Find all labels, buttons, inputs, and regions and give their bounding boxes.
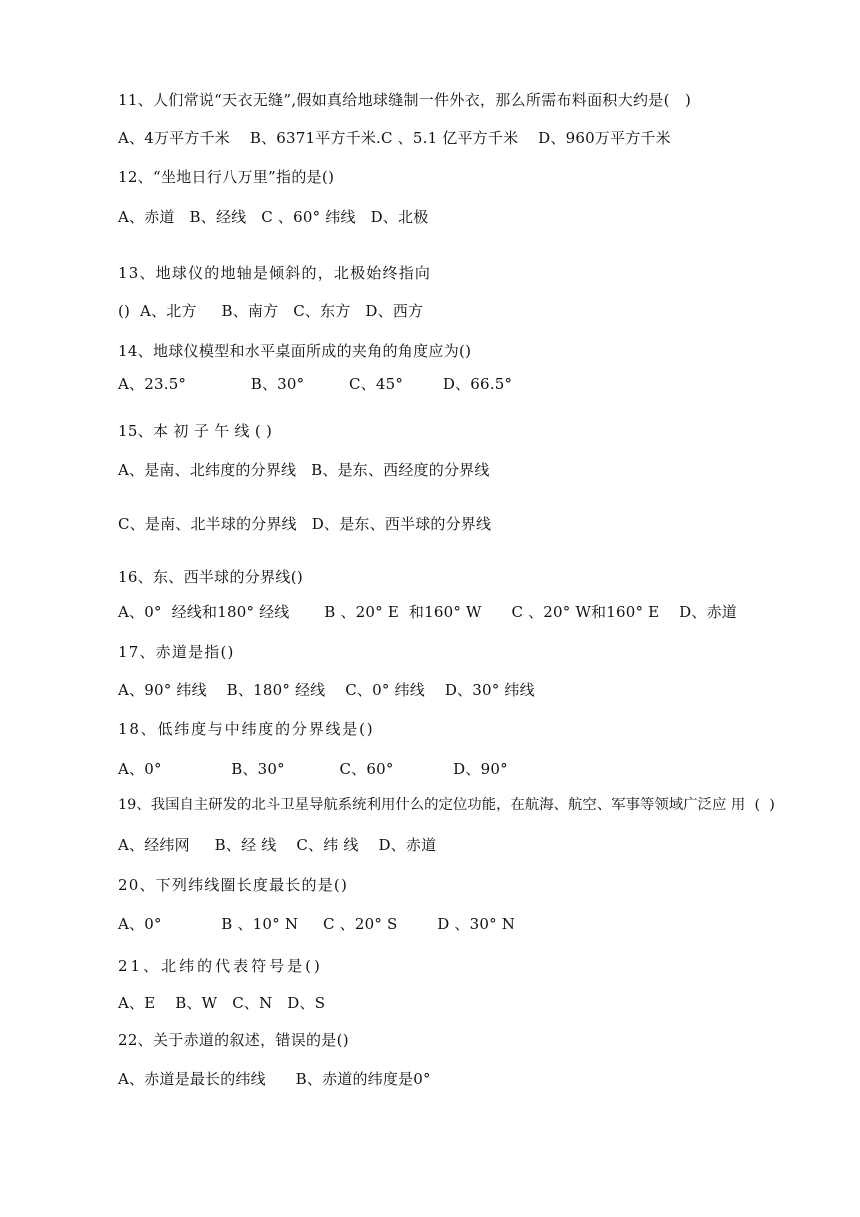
question-17: 17、赤道是指() bbox=[118, 643, 235, 661]
question-22: 22、关于赤道的叙述，错误的是() bbox=[118, 1031, 349, 1049]
question-21: 21、北纬的代表符号是() bbox=[118, 957, 323, 975]
question-20: 20、下列纬线圈长度最长的是() bbox=[118, 876, 348, 894]
question-15: 15、本 初 子 午 线 ( ) bbox=[118, 422, 273, 440]
question-15-options-cd: C、是南、北半球的分界线 D、是东、西半球的分界线 bbox=[118, 515, 492, 533]
question-19-options: A、经纬网 B、经 线 C、纬 线 D、赤道 bbox=[118, 836, 437, 854]
question-11-options: A、4万平方千米 B、6371平方千米.C 、5.1 亿平方千米 D、960万平方千米 bbox=[118, 129, 671, 147]
question-11: 11、人们常说“天衣无缝”,假如真给地球缝制一件外衣，那么所需布料面积大约是( ) bbox=[118, 91, 692, 109]
question-13: 13、地球仪的地轴是倾斜的，北极始终指向 bbox=[118, 264, 432, 282]
question-12: 12、“坐地日行八万里”指的是() bbox=[118, 168, 335, 186]
question-16-options: A、0° 经线和180° 经线 B 、20° E 和160° W C 、20° W和160° E D、赤道 bbox=[118, 603, 738, 621]
question-13-options: () A、北方 B、南方 C、东方 D、西方 bbox=[118, 302, 424, 320]
question-22-options: A、赤道是最长的纬线 B、赤道的纬度是0° bbox=[118, 1070, 431, 1088]
question-14: 14、地球仪模型和水平桌面所成的夹角的角度应为() bbox=[118, 342, 472, 360]
question-20-options: A、0° B 、10° N C 、20° S D 、30° N bbox=[118, 915, 516, 933]
question-12-options: A、赤道 B、经线 C 、60° 纬线 D、北极 bbox=[118, 208, 429, 226]
question-14-options: A、23.5° B、30° C、45° D、66.5° bbox=[118, 375, 513, 393]
question-19: 19、我国自主研发的北斗卫星导航系统利用什么的定位功能，在航海、航空、军事等领域广泛应 用 ( ) bbox=[118, 797, 775, 813]
question-21-options: A、E B、W C、N D、S bbox=[118, 994, 326, 1012]
question-17-options: A、90° 纬线 B、180° 经线 C、0° 纬线 D、30° 纬线 bbox=[118, 681, 535, 699]
question-15-options-ab: A、是南、北纬度的分界线 B、是东、西经度的分界线 bbox=[118, 461, 490, 479]
question-16: 16、东、西半球的分界线() bbox=[118, 568, 303, 586]
question-18: 18、低纬度与中纬度的分界线是() bbox=[118, 720, 375, 738]
question-18-options: A、0° B、30° C、60° D、90° bbox=[118, 760, 508, 778]
